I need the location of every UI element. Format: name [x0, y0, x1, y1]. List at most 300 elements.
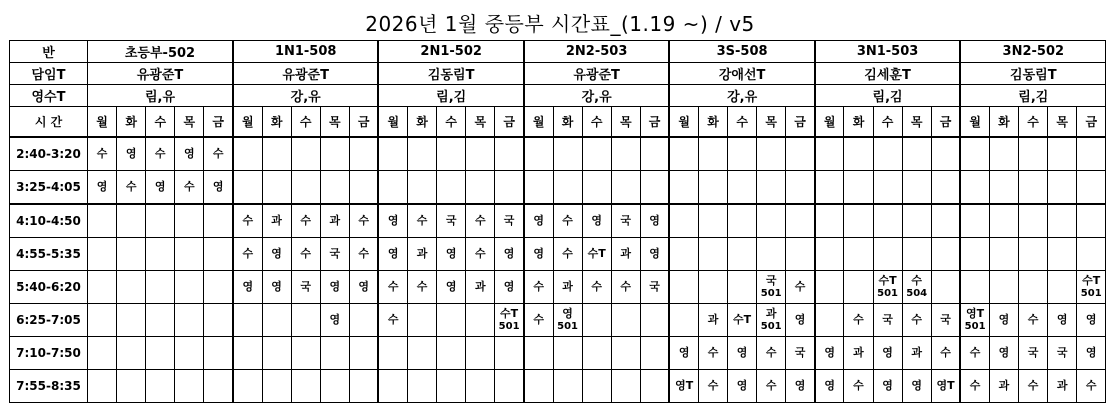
schedule-cell: [408, 204, 437, 238]
schedule-cell: [786, 238, 815, 271]
subject-label: 영: [125, 147, 137, 160]
subject-label: 영: [678, 346, 690, 359]
schedule-cell: [88, 204, 117, 238]
english-math-teachers: 강,유: [233, 85, 378, 107]
schedule-cell: [873, 370, 902, 403]
subject-label: 영: [329, 280, 341, 293]
day-header: 목: [320, 107, 349, 138]
schedule-cell: [117, 171, 146, 205]
schedule-cell: [437, 171, 466, 205]
schedule-cell: [378, 137, 407, 171]
schedule-cell: [204, 238, 233, 271]
english-math-teachers: 림,김: [960, 85, 1105, 107]
subject-label: 영: [1056, 313, 1068, 326]
schedule-cell: [320, 171, 349, 205]
subject-label: 영: [824, 346, 835, 359]
subject-label: 과: [329, 214, 341, 227]
schedule-cell: [349, 238, 378, 271]
schedule-cell: [88, 304, 117, 337]
schedule-cell: [233, 238, 262, 271]
subject-label: 수: [591, 280, 602, 293]
schedule-cell: [466, 337, 495, 370]
schedule-cell: [1048, 337, 1077, 370]
time-slot-row: [10, 137, 1106, 171]
schedule-cell: [960, 137, 989, 171]
schedule-cell: [582, 238, 611, 271]
schedule-cell: [291, 238, 320, 271]
subject-label: 영: [445, 280, 457, 293]
schedule-cell: [437, 304, 466, 337]
room-label: 501: [964, 321, 986, 332]
schedule-cell: [844, 337, 873, 370]
subject-label: 수T: [587, 247, 606, 260]
subject-label: 국: [620, 214, 632, 227]
subject-label: 수: [940, 346, 951, 359]
schedule-cell: [524, 238, 553, 271]
english-math-teachers: 림,김: [378, 85, 523, 107]
schedule-cell: [582, 370, 611, 403]
schedule-cell: [175, 304, 204, 337]
schedule-cell: [495, 370, 524, 403]
class-name: 3N1-503: [815, 41, 960, 63]
schedule-cell: [117, 370, 146, 403]
time-slot-row: [10, 171, 1106, 205]
schedule-cell: [844, 137, 873, 171]
subject-label: 영: [649, 247, 660, 260]
header-row-homeroom-teacher: [10, 63, 1106, 85]
schedule-cell: [378, 337, 407, 370]
subject-label: 영: [882, 379, 893, 392]
schedule-cell: [146, 204, 175, 238]
schedule-cell: [204, 171, 233, 205]
subject-label: 영: [212, 180, 224, 193]
schedule-cell: [495, 137, 524, 171]
schedule-cell: [669, 171, 698, 205]
time-slot: 3:25-4:05: [10, 171, 88, 205]
schedule-cell: [349, 171, 378, 205]
subject-label: 수: [96, 147, 108, 160]
day-header: 화: [262, 107, 291, 138]
subject-label: 영: [329, 313, 341, 326]
schedule-cell: [175, 370, 204, 403]
schedule-cell: [989, 204, 1018, 238]
homeroom-teacher: 유광준T: [233, 63, 378, 85]
schedule-cell: [757, 238, 786, 271]
schedule-cell: [175, 238, 204, 271]
schedule-cell: [117, 271, 146, 304]
schedule-cell: [960, 238, 989, 271]
schedule-cell: [262, 337, 291, 370]
schedule-cell: [408, 238, 437, 271]
schedule-cell: [902, 370, 931, 403]
schedule-cell: [757, 137, 786, 171]
schedule-cell: [844, 204, 873, 238]
schedule-cell: [931, 304, 960, 337]
subject-label: 수: [707, 346, 719, 359]
subject-label: 수T: [500, 307, 519, 320]
schedule-cell: [291, 171, 320, 205]
day-header: 금: [931, 107, 960, 138]
day-header: 수: [873, 107, 902, 138]
schedule-cell: [902, 271, 931, 304]
english-math-teachers: 강,유: [669, 85, 814, 107]
schedule-cell: [931, 271, 960, 304]
schedule-cell: [1077, 137, 1106, 171]
subject-label: 영: [998, 313, 1010, 326]
schedule-cell: [757, 171, 786, 205]
schedule-cell: [291, 337, 320, 370]
schedule-cell: [378, 204, 407, 238]
schedule-cell: [698, 271, 727, 304]
schedule-cell: [1077, 271, 1106, 304]
subject-label: 수: [911, 313, 922, 326]
class-name: 초등부-502: [88, 41, 233, 63]
day-header: 월: [378, 107, 407, 138]
schedule-cell: [611, 137, 640, 171]
schedule-cell: [786, 137, 815, 171]
schedule-cell: [524, 137, 553, 171]
schedule-cell: [408, 337, 437, 370]
schedule-cell: [1048, 238, 1077, 271]
homeroom-teacher: 유광준T: [524, 63, 669, 85]
schedule-cell: [728, 171, 757, 205]
schedule-cell: [88, 271, 117, 304]
schedule-cell: [844, 271, 873, 304]
schedule-cell: [1077, 337, 1106, 370]
schedule-cell: [640, 271, 669, 304]
subject-label: 영: [533, 214, 545, 227]
day-header: 금: [786, 107, 815, 138]
schedule-cell: [960, 304, 989, 337]
subject-label: 영: [562, 307, 573, 320]
schedule-cell: [495, 171, 524, 205]
day-header: 화: [553, 107, 582, 138]
schedule-cell: [640, 370, 669, 403]
subject-label: 국: [503, 214, 515, 227]
time-slot-row: [10, 271, 1106, 304]
subject-label: 과: [998, 379, 1010, 392]
schedule-cell: [466, 137, 495, 171]
day-header: 목: [902, 107, 931, 138]
schedule-cell: [233, 137, 262, 171]
day-header: 금: [1077, 107, 1106, 138]
subject-label: 수: [358, 214, 369, 227]
timetable: [9, 40, 1106, 403]
subject-label: 과: [416, 247, 428, 260]
schedule-cell: [553, 137, 582, 171]
subject-label: 수: [358, 247, 369, 260]
homeroom-teacher: 강애선T: [669, 63, 814, 85]
schedule-cell: [88, 137, 117, 171]
schedule-cell: [437, 370, 466, 403]
schedule-cell: [640, 137, 669, 171]
schedule-cell: [524, 337, 553, 370]
schedule-cell: [495, 204, 524, 238]
subject-label: 수: [765, 346, 777, 359]
day-header: 화: [844, 107, 873, 138]
day-header: 금: [204, 107, 233, 138]
schedule-cell: [1019, 171, 1048, 205]
subject-label: 과: [853, 346, 864, 359]
schedule-cell: [1019, 204, 1048, 238]
schedule-cell: [815, 304, 844, 337]
subject-label: 수: [387, 313, 399, 326]
english-math-teachers: 림,김: [815, 85, 960, 107]
schedule-cell: [349, 304, 378, 337]
schedule-cell: [175, 171, 204, 205]
time-slot: 4:10-4:50: [10, 204, 88, 238]
schedule-cell: [815, 370, 844, 403]
schedule-cell: [640, 337, 669, 370]
subject-label: 영: [533, 247, 545, 260]
day-header: 수: [437, 107, 466, 138]
schedule-cell: [786, 204, 815, 238]
schedule-cell: [844, 171, 873, 205]
header-row-english-math-teachers: [10, 85, 1106, 107]
schedule-cell: [611, 204, 640, 238]
schedule-cell: [524, 304, 553, 337]
schedule-cell: [117, 304, 146, 337]
subject-label: 국: [329, 247, 341, 260]
time-slot: 7:10-7:50: [10, 337, 88, 370]
subject-label: 영: [911, 379, 922, 392]
day-header: 월: [88, 107, 117, 138]
schedule-cell: [524, 370, 553, 403]
header-row-class-name: [10, 41, 1106, 63]
schedule-cell: [698, 171, 727, 205]
schedule-cell: [146, 271, 175, 304]
subject-label: 과: [562, 280, 573, 293]
schedule-cell: [1048, 370, 1077, 403]
subject-label: 영: [387, 214, 399, 227]
schedule-cell: [437, 238, 466, 271]
schedule-cell: [873, 204, 902, 238]
schedule-cell: [320, 137, 349, 171]
subject-label: 과: [474, 280, 486, 293]
schedule-cell: [495, 238, 524, 271]
schedule-cell: [1048, 171, 1077, 205]
day-header-row: [10, 107, 1106, 138]
day-header: 월: [233, 107, 262, 138]
subject-label: 영T: [966, 307, 985, 320]
schedule-cell: [1077, 370, 1106, 403]
schedule-cell: [698, 204, 727, 238]
day-header: 수: [728, 107, 757, 138]
schedule-cell: [1048, 204, 1077, 238]
subject-label: 수: [300, 247, 312, 260]
schedule-cell: [466, 271, 495, 304]
schedule-cell: [669, 137, 698, 171]
day-header: 화: [408, 107, 437, 138]
schedule-cell: [88, 238, 117, 271]
time-slot: 2:40-3:20: [10, 137, 88, 171]
schedule-cell: [349, 337, 378, 370]
subject-label: 수: [1085, 379, 1097, 392]
subject-label: 수: [853, 379, 864, 392]
schedule-cell: [466, 370, 495, 403]
subject-label: 영: [96, 180, 108, 193]
schedule-cell: [815, 238, 844, 271]
subject-label: 수: [765, 379, 777, 392]
schedule-cell: [786, 271, 815, 304]
schedule-cell: [146, 304, 175, 337]
schedule-cell: [320, 337, 349, 370]
subject-label: 영: [1085, 313, 1097, 326]
schedule-cell: [146, 370, 175, 403]
day-header: 목: [175, 107, 204, 138]
schedule-cell: [757, 337, 786, 370]
schedule-cell: [204, 370, 233, 403]
subject-label: 국: [882, 313, 893, 326]
day-header: 화: [698, 107, 727, 138]
schedule-cell: [582, 171, 611, 205]
subject-label: 수: [474, 247, 486, 260]
subject-label: 영: [503, 280, 515, 293]
time-slot-row: [10, 370, 1106, 403]
subject-label: 국: [1027, 346, 1039, 359]
schedule-cell: [786, 370, 815, 403]
schedule-cell: [960, 204, 989, 238]
schedule-cell: [873, 137, 902, 171]
subject-label: 국: [300, 280, 312, 293]
schedule-cell: [262, 238, 291, 271]
subject-label: 수: [416, 214, 428, 227]
schedule-cell: [757, 271, 786, 304]
subject-label: 수: [242, 247, 254, 260]
schedule-cell: [524, 171, 553, 205]
class-name: 3S-508: [669, 41, 814, 63]
row-label-class: 반: [10, 41, 88, 63]
schedule-cell: [553, 304, 582, 337]
subject-label: 영: [154, 180, 166, 193]
room-label: 501: [760, 288, 782, 299]
schedule-cell: [117, 204, 146, 238]
schedule-cell: [698, 304, 727, 337]
schedule-cell: [873, 337, 902, 370]
schedule-cell: [553, 171, 582, 205]
homeroom-teacher: 김동림T: [378, 63, 523, 85]
subject-label: 영: [649, 214, 660, 227]
schedule-cell: [640, 171, 669, 205]
schedule-cell: [262, 137, 291, 171]
schedule-cell: [437, 204, 466, 238]
time-slot-row: [10, 204, 1106, 238]
schedule-cell: [553, 370, 582, 403]
schedule-cell: [320, 204, 349, 238]
day-header: 목: [611, 107, 640, 138]
schedule-cell: [262, 304, 291, 337]
schedule-cell: [1077, 204, 1106, 238]
schedule-cell: [698, 337, 727, 370]
class-name: 2N1-502: [378, 41, 523, 63]
schedule-cell: [437, 271, 466, 304]
schedule-cell: [844, 304, 873, 337]
subject-label: 과: [765, 307, 777, 320]
schedule-cell: [931, 137, 960, 171]
schedule-cell: [640, 238, 669, 271]
schedule-cell: [728, 370, 757, 403]
day-header: 금: [495, 107, 524, 138]
subject-label: 영: [998, 346, 1010, 359]
schedule-cell: [931, 238, 960, 271]
schedule-cell: [815, 137, 844, 171]
time-slot: 5:40-6:20: [10, 271, 88, 304]
schedule-cell: [495, 304, 524, 337]
schedule-cell: [960, 337, 989, 370]
subject-label: 국: [940, 313, 951, 326]
schedule-cell: [524, 271, 553, 304]
schedule-cell: [408, 271, 437, 304]
subject-label: 과: [271, 214, 282, 227]
room-label: 501: [1080, 288, 1102, 299]
schedule-cell: [989, 171, 1018, 205]
subject-label: 영: [242, 280, 254, 293]
subject-label: 수: [212, 147, 224, 160]
schedule-cell: [698, 370, 727, 403]
schedule-cell: [611, 171, 640, 205]
subject-label: 영: [1085, 346, 1097, 359]
subject-label: 영: [591, 214, 602, 227]
schedule-cell: [408, 304, 437, 337]
schedule-cell: [960, 271, 989, 304]
subject-label: 과: [1056, 379, 1068, 392]
subject-label: 수: [242, 214, 254, 227]
class-name: 2N2-503: [524, 41, 669, 63]
schedule-cell: [204, 304, 233, 337]
schedule-cell: [262, 171, 291, 205]
schedule-cell: [989, 304, 1018, 337]
subject-label: 수: [911, 274, 922, 287]
time-slot: 7:55-8:35: [10, 370, 88, 403]
schedule-cell: [728, 271, 757, 304]
schedule-cell: [146, 337, 175, 370]
schedule-cell: [669, 304, 698, 337]
schedule-cell: [728, 304, 757, 337]
schedule-cell: [931, 370, 960, 403]
schedule-cell: [669, 238, 698, 271]
subject-label: 국: [794, 346, 806, 359]
schedule-cell: [902, 204, 931, 238]
schedule-cell: [902, 137, 931, 171]
schedule-cell: [582, 204, 611, 238]
subject-label: 영: [503, 247, 515, 260]
subject-label: 영: [445, 247, 457, 260]
homeroom-teacher: 유광준T: [88, 63, 233, 85]
subject-label: 영: [184, 147, 195, 160]
schedule-cell: [291, 304, 320, 337]
subject-label: 국: [649, 280, 660, 293]
schedule-cell: [728, 137, 757, 171]
schedule-cell: [698, 137, 727, 171]
class-name: 1N1-508: [233, 41, 378, 63]
schedule-cell: [582, 337, 611, 370]
schedule-cell: [931, 337, 960, 370]
schedule-cell: [495, 271, 524, 304]
schedule-cell: [466, 204, 495, 238]
day-header: 월: [815, 107, 844, 138]
subject-label: 수: [707, 379, 719, 392]
schedule-cell: [408, 370, 437, 403]
schedule-cell: [553, 204, 582, 238]
class-name: 3N2-502: [960, 41, 1105, 63]
subject-label: 영: [271, 247, 282, 260]
schedule-cell: [815, 204, 844, 238]
schedule-cell: [873, 238, 902, 271]
schedule-cell: [146, 238, 175, 271]
schedule-cell: [640, 204, 669, 238]
row-label-homeroom: 담임T: [10, 63, 88, 85]
schedule-cell: [786, 171, 815, 205]
